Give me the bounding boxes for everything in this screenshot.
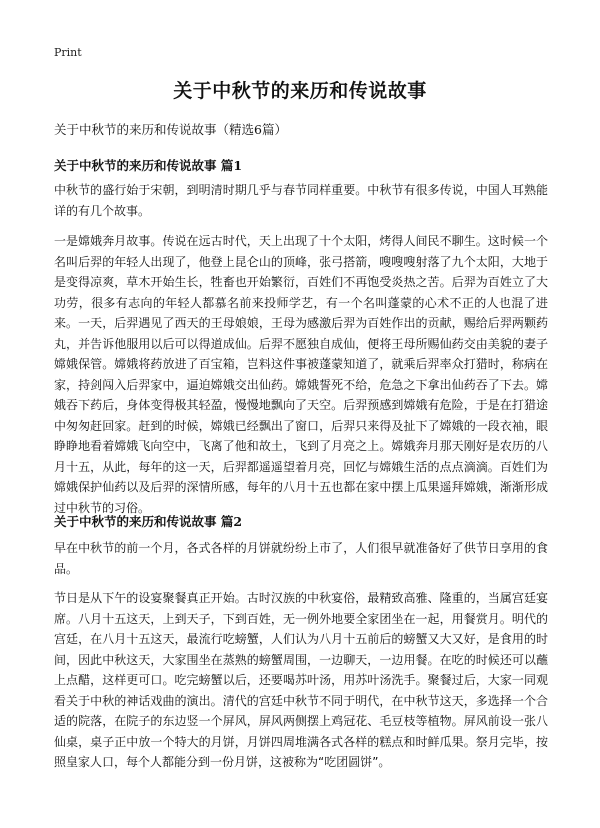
paragraph: 早在中秋节的前一个月，各式各样的月饼就纷纷上市了，人们很早就准备好了供节日享用的食品。 (54, 541, 548, 576)
document-subtitle: 关于中秋节的来历和传说故事（精选6篇） (54, 122, 287, 137)
section-heading-2: 关于中秋节的来历和传说故事 篇2 (54, 514, 243, 529)
paragraph: 一是嫦娥奔月故事。传说在远古时代，天上出现了十个太阳，烤得人间民不聊生。这时候一个名叫后羿的年轻人出现了，他登上昆仑山的顶峰，张弓搭箭，嗖嗖嗖射落了九个太阳，大地于是变得凉爽，草木开始生长，牲畜也开始繁衍，百姓们不再饱受炎热之苦。后羿为百姓立了大功劳，很多有志向的年轻人都慕名前来投师学艺，有一个名叫蓬蒙的心术不正的人也混了进来。一天，后羿遇见了西天的王母娘娘，王母为感激后羿为百姓作出的贡献，赐给后羿两颗药丸，并告诉他服用以后可以得道成仙。后羿不愿独自成仙，便将王母所赐仙药交由美貌的妻子嫦娥保管。嫦娥将药放进了百宝箱，岂料这件事被蓬蒙知道了，就乘后羿率众打猎时，称病在家，持剑闯入后羿家中，逼迫嫦娥交出仙药。嫦娥誓死不给，危急之下拿出仙药吞了下去。嫦娥吞下药后，身体变得极其轻盈，慢慢地飘向了天空。后羿预感到嫦娥有危险，于是在打猎途中匆匆赶回家。赶到的时候，嫦娥已经飘出了窗口，后羿只来得及扯下了嫦娥的一段衣袖，眼睁睁地看着嫦娥飞向空中，飞离了他和故土，飞到了月亮之上。嫦娥奔月那天刚好是农历的八月十五，从此，每年的这一天，后羿都遥遥望着月亮，回忆与嫦娥生活的点点滴滴。百姓们为嫦娥保护仙药以及后羿的深情所感，每年的八月十五也都在家中摆上瓜果遥拜嫦娥，渐渐形成过中秋节的习俗。 (54, 234, 548, 515)
page-title: 关于中秋节的来历和传说故事 (173, 80, 427, 102)
section-heading-1: 关于中秋节的来历和传说故事 篇1 (54, 158, 243, 173)
print-label[interactable]: Print (54, 46, 82, 59)
paragraph: 节日是从下午的设宴聚餐真正开始。古时汉族的中秋宴俗，最精致高雅、隆重的，当属宫廷宴席。八月十五这天，上到天子，下到百姓，无一例外地要全家团坐在一起，用餐赏月。明代的宫廷，在八月十五这天，最流行吃螃蟹，人们认为八月十五前后的螃蟹又大又好，是食用的时间，因此中秋这天，大家围坐在蒸熟的螃蟹周围，一边聊天，一边用餐。在吃的时候还可以蘸上点醋，这样更可口。吃完螃蟹以后，还要喝苏叶汤，用苏叶汤洗手。聚餐过后，大家一同观看关于中秋的神话戏曲的演出。清代的宫廷中秋节不同于明代，在中秋节这天，多选择一个合适的院落，在院子的东边竖一个屏风，屏风两侧摆上鸡冠花、毛豆枝等植物。屏风前设一张八仙桌，桌子正中放一个特大的月饼，月饼四周堆满各式各样的糕点和时鲜瓜果。祭月完毕，按照皇家人口，每个人都能分到一份月饼，这被称为“吃团圆饼”。 (54, 591, 548, 769)
paragraph: 中秋节的盛行始于宋朝，到明清时期几乎与春节同样重要。中秋节有很多传说，中国人耳熟能详的有几个故事。 (54, 183, 548, 218)
